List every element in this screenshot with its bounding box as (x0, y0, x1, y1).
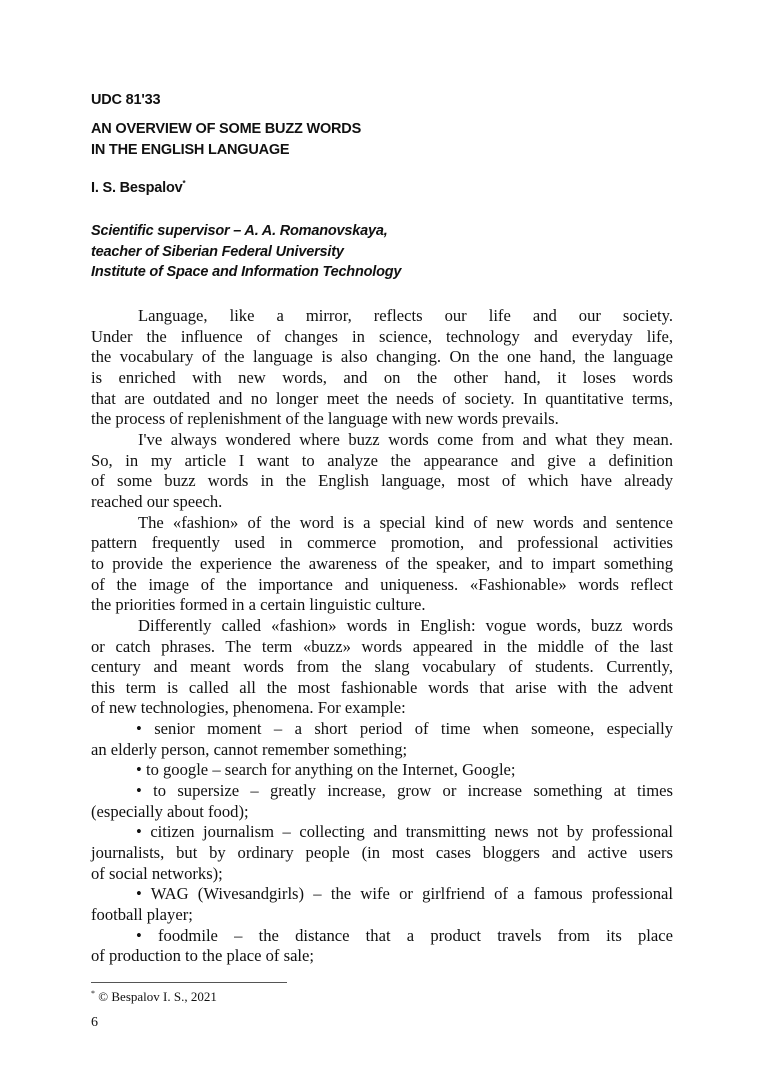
author (91, 180, 185, 196)
footnote (91, 989, 217, 1005)
supervisor-block (91, 221, 401, 283)
footnote-ref: * (182, 179, 186, 188)
text-line: of some buzz words in the English language, most of which have already (91, 471, 673, 491)
text-line: of social networks); (91, 863, 223, 883)
text-line: of the image of the importance and uniqueness. «Fashionable» words reflect (91, 574, 673, 594)
text-line: So, in my article I want to analyze the appearance and give a definition (91, 450, 673, 470)
supervisor-line: Institute of Space and Information Technology (91, 264, 402, 280)
text-line: reached our speech. (91, 491, 223, 511)
page-number: 6 (91, 1015, 98, 1030)
title-line: AN OVERVIEW OF SOME BUZZ WORDS (91, 121, 362, 137)
text-line: the vocabulary of the language is also changing. On the one hand, the language (91, 347, 673, 367)
text-line: the priorities formed in a certain linguistic culture. (91, 595, 426, 615)
text-line: • foodmile – the distance that a product travels from its place (136, 925, 673, 945)
text-line: The «fashion» of the word is a special kind of new words and sentence (138, 512, 673, 532)
text-line: pattern frequently used in commerce promotion, and professional activities (91, 533, 673, 553)
paragraph (91, 616, 673, 719)
article-title (91, 119, 361, 160)
text-line: or catch phrases. The term «buzz» words appeared in the middle of the last (91, 636, 673, 656)
text-line: • WAG (Wivesandgirls) – the wife or girlfriend of a famous professional (136, 884, 673, 904)
text-line: • senior moment – a short period of time when someone, especially (136, 719, 673, 739)
text-line: century and meant words from the slang vocabulary of students. Currently, (91, 657, 673, 677)
paragraph (91, 306, 673, 430)
footnote-divider (91, 982, 287, 983)
text-line: of new technologies, phenomena. For example: (91, 698, 406, 718)
supervisor-line: Scientific supervisor – A. A. Romanovskaya, (91, 223, 388, 239)
text-line: journalists, but by ordinary people (in most cases bloggers and active users (91, 843, 673, 863)
text-line: • to supersize – greatly increase, grow or increase something at times (136, 781, 673, 801)
text-line: football player; (91, 905, 193, 925)
text-line: Differently called «fashion» words in English: vogue words, buzz words (138, 615, 673, 635)
paragraph (91, 430, 673, 513)
bullet-item (91, 884, 673, 925)
text-line: is enriched with new words, and on the other hand, it loses words (91, 367, 673, 387)
footnote-mark: * (91, 989, 95, 998)
text-line: (especially about food); (91, 801, 249, 821)
text-line: the process of replenishment of the language with new words prevails. (91, 409, 559, 429)
udc-code: UDC 81'33 (91, 92, 161, 108)
text-line: Under the influence of changes in science, technology and everyday life, (91, 326, 673, 346)
supervisor-line: teacher of Siberian Federal University (91, 243, 344, 260)
text-line: an elderly person, cannot remember something; (91, 739, 408, 759)
bullet-item (91, 926, 673, 967)
text-line: • citizen journalism – collecting and transmitting news not by professional (136, 822, 673, 842)
author-name: I. S. Bespalov (91, 180, 183, 196)
text-line: to provide the experience the awareness of the speaker, and to impart something (91, 553, 673, 573)
paragraph (91, 513, 673, 616)
bullet-item (91, 719, 673, 760)
text-line: Language, like a mirror, reflects our life and our society. (138, 306, 673, 325)
bullet-item (91, 822, 673, 884)
article-body (91, 306, 673, 967)
title-line: IN THE ENGLISH LANGUAGE (91, 141, 290, 158)
text-line: this term is called all the most fashionable words that arise with the advent (91, 677, 673, 697)
text-line: • to google – search for anything on the Internet, Google; (136, 760, 516, 780)
bullet-item (91, 781, 673, 822)
text-line: of production to the place of sale; (91, 946, 315, 966)
text-line: I've always wondered where buzz words come from and what they mean. (138, 429, 673, 449)
footnote-text: © Bespalov I. S., 2021 (95, 989, 217, 1004)
bullet-item (91, 760, 673, 781)
text-line: that are outdated and no longer meet the needs of society. In quantitative terms, (91, 388, 673, 408)
